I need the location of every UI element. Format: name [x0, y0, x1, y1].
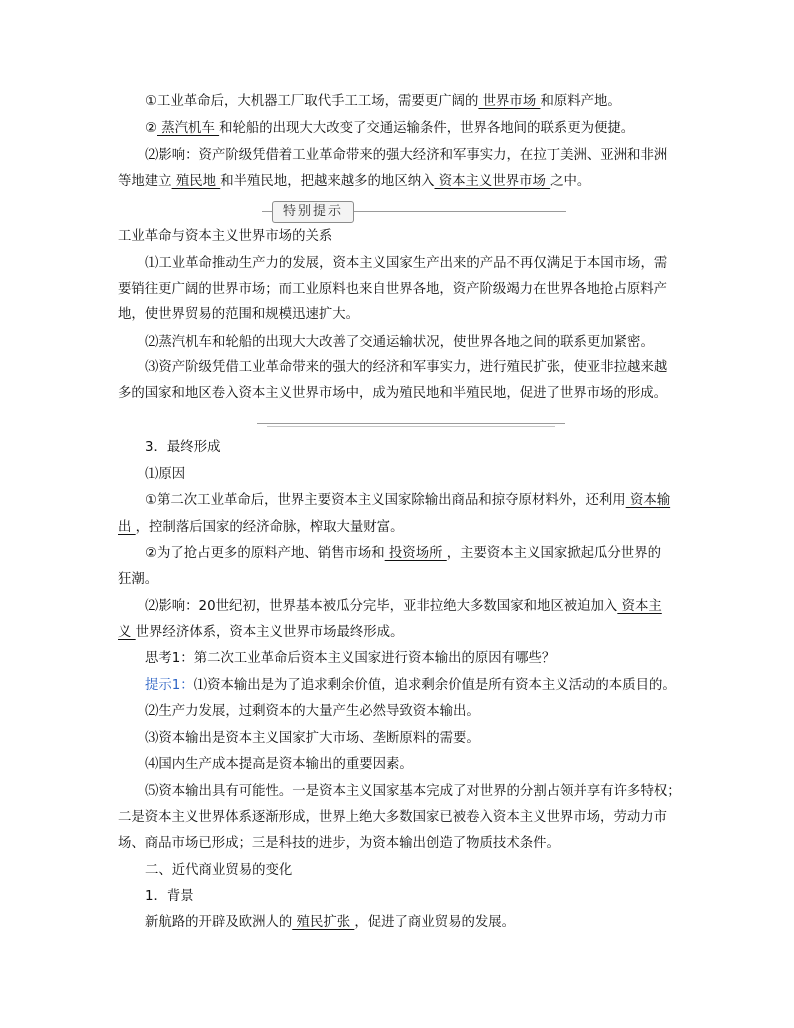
tip-para1-line3: 地，使世界贸易的范围和规模迅速扩大。	[118, 307, 360, 322]
special-tip-banner	[262, 200, 566, 224]
cause-2-line1: ②为了抢占更多的原料产地、销售市场和 投资场所 ，主要资本主义国家掀起瓜分世界的	[145, 546, 661, 561]
para-industrial-market: ①工业革命后，大机器工厂取代手工工场，需要更广阔的 世界市场 和原料产地。	[145, 94, 621, 109]
hint-label: 提示1：	[145, 678, 194, 693]
tip-title: 工业革命与资本主义世界市场的关系	[118, 229, 333, 244]
effect-line1: ⑵影响：20世纪初，世界基本被瓜分完毕，亚非拉绝大多数国家和地区被迫加入 资本主	[145, 599, 662, 614]
hint-line5-cont2: 场、商品市场已形成；三是科技的进步，为资本输出创造了物质技术条件。	[118, 836, 560, 851]
fill-blank: 投资场所	[384, 546, 447, 561]
section-two-heading: 二、近代商业贸易的变化	[145, 863, 293, 878]
hint-line1: 提示1：⑴资本输出是为了追求剩余价值，追求剩余价值是所有资本主义活动的本质目的。	[145, 678, 676, 693]
fill-blank: 资本输	[625, 493, 671, 508]
para-steam-locomotive: ② 蒸汽机车 和轮船的出现大大改变了交通运输条件，世界各地间的联系更为便捷。	[145, 121, 635, 136]
fill-blank: 蒸汽机车	[157, 121, 220, 136]
tip-para3-line2: 多的国家和地区卷入资本主义世界市场中，成为殖民地和半殖民地，促进了世界市场的形成。	[118, 386, 668, 401]
background-line: 新航路的开辟及欧洲人的 殖民扩张 ，促进了商业贸易的发展。	[145, 915, 516, 930]
divider	[354, 211, 566, 212]
para-influence-line2: 等地建立 殖民地 和半殖民地，把越来越多的地区纳入 资本主义世界市场 之中。	[118, 174, 591, 189]
fill-blank: 世界市场	[478, 94, 541, 109]
tip-end-divider	[257, 423, 565, 427]
fill-blank: 资本主义世界市场	[434, 174, 551, 189]
fill-blank: 殖民地	[171, 174, 221, 189]
effect-line2: 义 世界经济体系，资本主义世界市场最终形成。	[118, 625, 404, 640]
cause-2-line2: 狂潮。	[118, 572, 159, 587]
tip-para1-line1: ⑴工业革命推动生产力的发展，资本主义国家生产出来的产品不再仅满足于本国市场，需	[145, 256, 668, 271]
think-question: 思考1：第二次工业革命后资本主义国家进行资本输出的原因有哪些？	[145, 651, 556, 666]
tip-para3-line1: ⑶资产阶级凭借工业革命带来的强大的经济和军事实力，进行殖民扩张，使亚非拉越来越	[145, 360, 668, 375]
hint-line5: ⑸资本输出具有可能性。一是资本主义国家基本完成了对世界的分割占领并享有许多特权；	[145, 784, 681, 799]
fill-blank: 殖民扩张	[292, 915, 355, 930]
hint-line4: ⑷国内生产成本提高是资本输出的重要因素。	[145, 757, 413, 772]
hint-line5-cont1: 二是资本主义世界体系逐渐形成，世界上绝大多数国家已被卷入资本主义世界市场，劳动力市	[118, 810, 668, 825]
hint-line3: ⑶资本输出是资本主义国家扩大市场、垄断原料的需要。	[145, 731, 480, 746]
fill-blank: 义	[118, 625, 136, 640]
cause-heading: ⑴原因	[145, 467, 186, 482]
fill-blank: 资本主	[617, 599, 662, 614]
para-influence-line1: ⑵影响：资产阶级凭借着工业革命带来的强大经济和军事实力，在拉丁美洲、亚洲和非洲	[145, 148, 668, 163]
divider	[262, 211, 272, 212]
tip-para2: ⑵蒸汽机车和轮船的出现大大改善了交通运输状况，使世界各地之间的联系更加紧密。	[145, 335, 654, 350]
special-tip-label: 特别提示	[272, 201, 354, 223]
cause-1-line1: ①第二次工业革命后，世界主要资本主义国家除输出商品和掠夺原材料外，还利用 资本输	[145, 493, 671, 508]
fill-blank: 出	[118, 520, 136, 535]
hint-line2: ⑵生产力发展，过剩资本的大量产生必然导致资本输出。	[145, 704, 480, 719]
tip-para1-line2: 要销往更广阔的世界市场；而工业原料也来自世界各地，资产阶级竭力在世界各地抢占原料产	[118, 282, 668, 297]
section-final-formation-heading: 3．最终形成	[145, 440, 221, 455]
background-subheading: 1．背景	[145, 889, 194, 904]
cause-1-line2: 出 ，控制落后国家的经济命脉，榨取大量财富。	[118, 520, 404, 535]
